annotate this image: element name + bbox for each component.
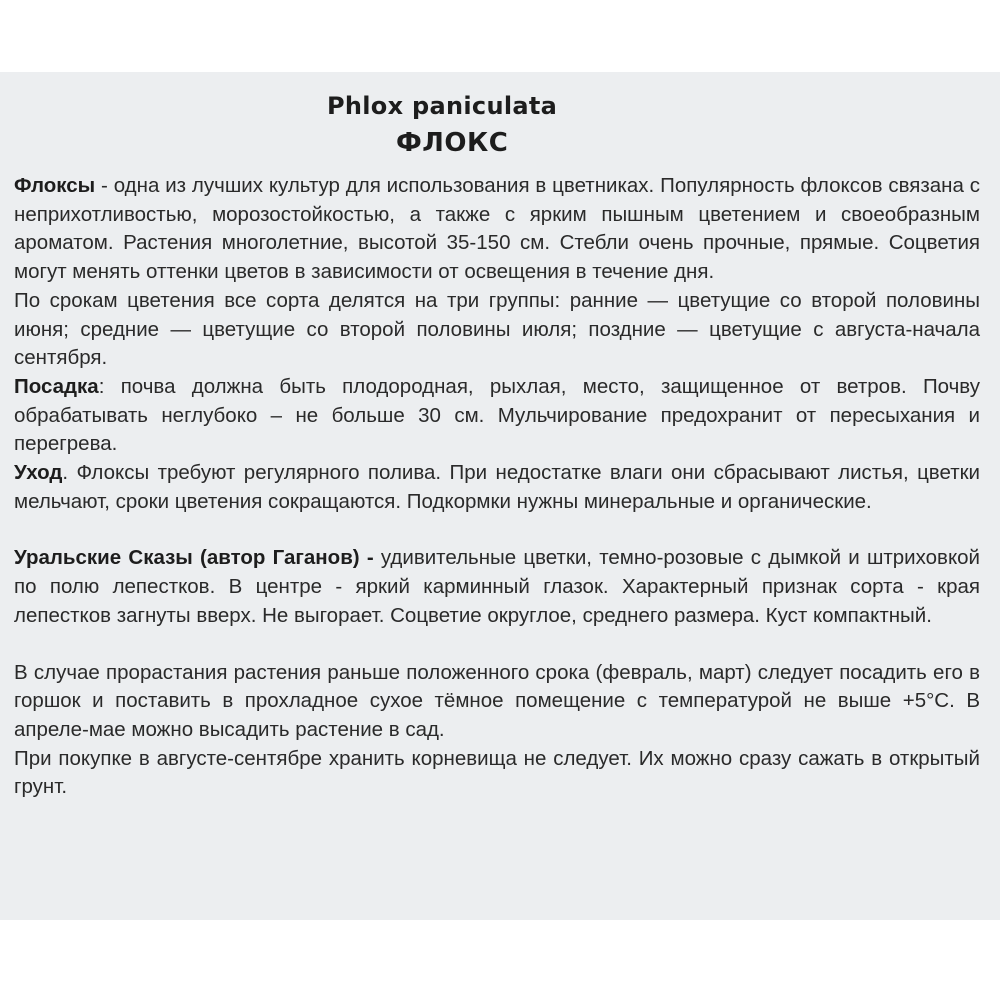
intro-paragraph: [14, 172, 980, 287]
intro-text: - одна из лучших культур для использования в цветниках. Популярность флоксов связана с неприхотливостью, морозостойкостью, а также с ярким пышным цветением и своеобразным ароматом. Растения многолетние, высотой 35-150 см. Стебли очень прочные, прямые. Соцветия могут менять оттенки цветов в зависимости от освещения в течение дня.: [14, 174, 980, 284]
groups-paragraph: По срокам цветения все сорта делятся на три группы: ранние — цветущие со второй половины июня; средние — цветущие со второй половины июля; поздние — цветущие с августа-начала сентября.: [14, 288, 980, 370]
variety-paragraph: [14, 544, 980, 630]
description-body: [14, 172, 980, 802]
storage-paragraph: При покупке в августе-сентябре хранить корневища не следует. Их можно сразу сажать в открытый грунт.: [14, 746, 980, 799]
early-growth-paragraph: В случае прорастания растения раньше положенного срока (февраль, март) следует посадить его в горшок и поставить в прохладное сухое тёмное помещение с температурой не выше +5°С. В апреле-мае можно высадить растение в сад.: [14, 660, 980, 741]
latin-title: Phlox paniculata: [327, 92, 558, 120]
planting-paragraph: [14, 373, 980, 459]
care-text: . Флоксы требуют регулярного полива. При недостатке влаги они сбрасывают листья, цветки мельчают, сроки цветения сокращаются. Подкормки нужны минеральные и органические.: [14, 461, 980, 513]
care-term: Уход: [14, 461, 63, 485]
product-label-card: [0, 72, 1000, 920]
variety-text: удивительные цветки, темно-розовые с дымкой и штриховкой по полю лепестков. В центре - яркий карминный глазок. Характерный признак сорта - края лепестков загнуты вверх. Не выгорает. Соцветие округлое, среднего размера. Куст компактный.: [14, 546, 980, 627]
russian-title: ФЛОКС: [396, 128, 509, 158]
variety-term: Уральские Сказы (автор Гаганов) -: [14, 546, 374, 570]
planting-term: Посадка: [14, 374, 99, 398]
care-paragraph: [14, 459, 980, 516]
intro-term: Флоксы: [14, 174, 96, 197]
planting-text: : почва должна быть плодородная, рыхлая, место, защищенное от ветров. Почву обрабатывать неглубоко – не больше 30 см. Мульчирование предохранит от пересыхания и перегрева.: [14, 374, 980, 456]
